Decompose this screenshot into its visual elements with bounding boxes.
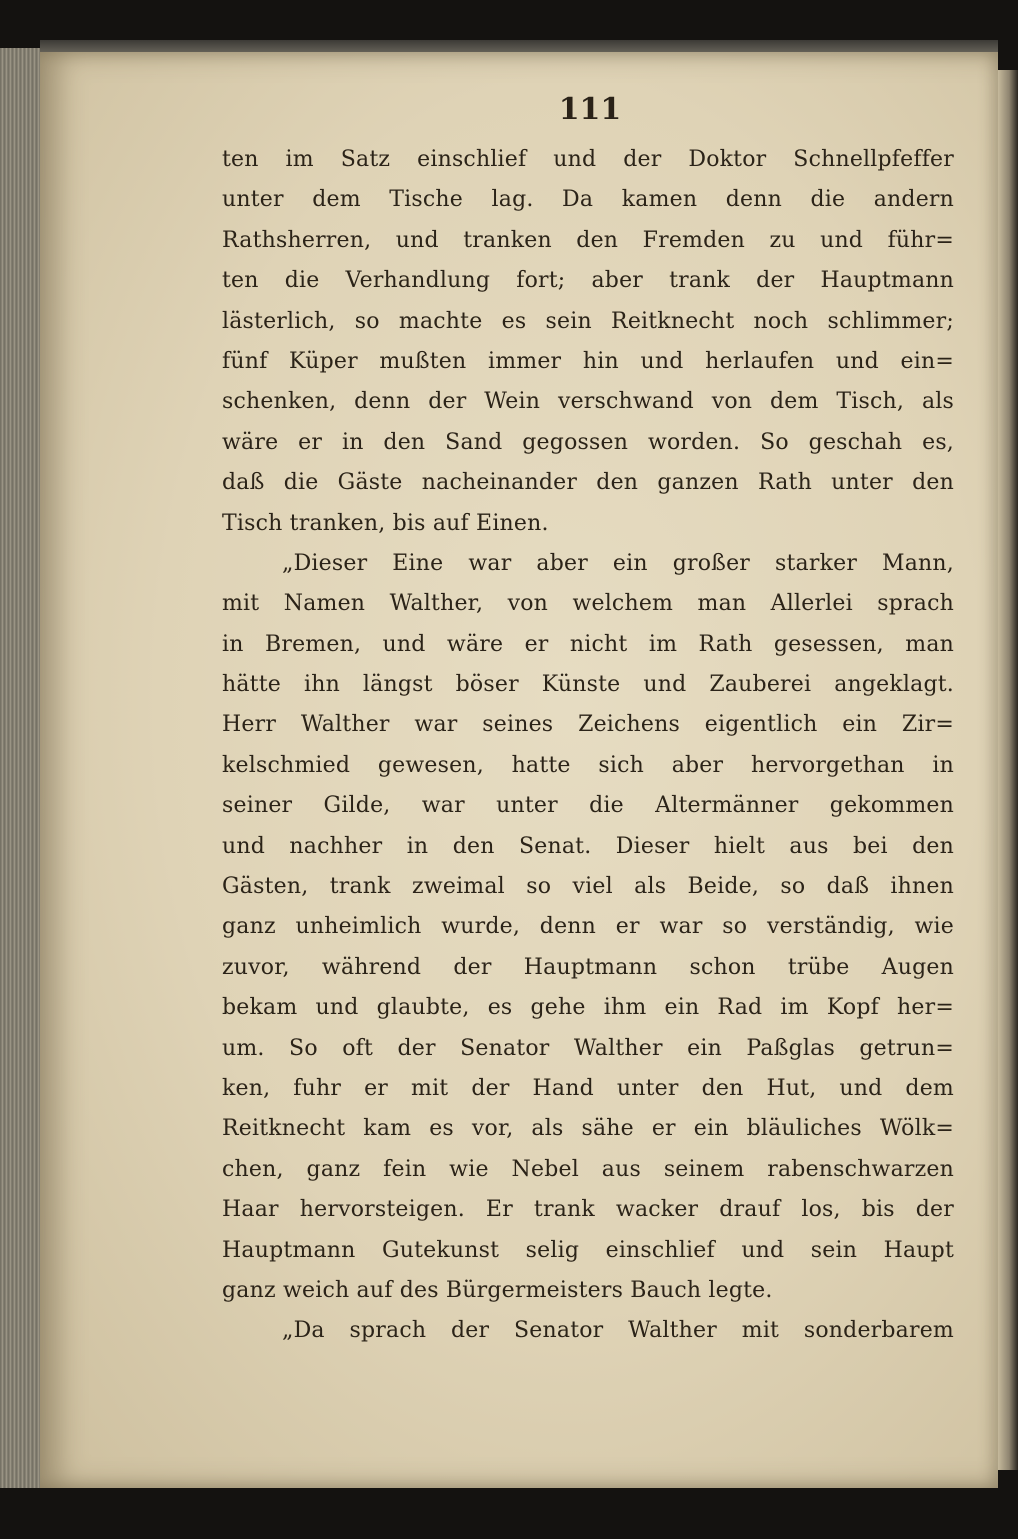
text-line: daß die Gäste nacheinander den ganzen Rath unter den bbox=[222, 470, 954, 496]
text-line: ganz weich auf des Bürgermeisters Bauch legte. bbox=[222, 1277, 773, 1303]
text-line: Haar hervorsteigen. Er trank wacker drauf los, bis der bbox=[222, 1197, 954, 1223]
text-line: Hauptmann Gutekunst selig einschlief und sein Haupt bbox=[222, 1237, 954, 1263]
body-text bbox=[222, 140, 954, 1352]
text-line: „Da sprach der Senator Walther mit sonderbarem bbox=[282, 1318, 954, 1344]
text-line: unter dem Tische lag. Da kamen denn die andern bbox=[222, 187, 954, 213]
text-line: zuvor, während der Hauptmann schon trübe Augen bbox=[222, 954, 954, 980]
text-line: schenken, denn der Wein verschwand von dem Tisch, als bbox=[222, 389, 954, 415]
text-line: Reitknecht kam es vor, als sähe er ein bläuliches Wölk= bbox=[222, 1116, 954, 1142]
book-right-edge bbox=[996, 70, 1018, 1470]
text-line: „Dieser Eine war aber ein großer starker Mann, bbox=[282, 550, 954, 576]
text-line: lästerlich, so machte es sein Reitknecht noch schlimmer; bbox=[222, 308, 954, 334]
text-line: in Bremen, und wäre er nicht im Rath gesessen, man bbox=[222, 631, 954, 657]
text-line: chen, ganz fein wie Nebel aus seinem rabenschwarzen bbox=[222, 1156, 954, 1182]
text-line: mit Namen Walther, von welchem man Allerlei sprach bbox=[222, 591, 954, 617]
text-line: bekam und glaubte, es gehe ihm ein Rad im Kopf her= bbox=[222, 995, 954, 1021]
text-line: ken, fuhr er mit der Hand unter den Hut, und dem bbox=[222, 1075, 954, 1101]
text-line: Gästen, trank zweimal so viel als Beide, so daß ihnen bbox=[222, 874, 954, 900]
text-line: um. So oft der Senator Walther ein Paßglas getrun= bbox=[222, 1035, 954, 1061]
text-line: Herr Walther war seines Zeichens eigentlich ein Zir= bbox=[222, 712, 954, 738]
text-line: ten die Verhandlung fort; aber trank der Hauptmann bbox=[222, 268, 954, 294]
text-line: seiner Gilde, war unter die Altermänner gekommen bbox=[222, 793, 954, 819]
text-line: und nachher in den Senat. Dieser hielt aus bei den bbox=[222, 833, 954, 859]
text-line: ten im Satz einschlief und der Doktor Schnellpfeffer bbox=[222, 147, 954, 172]
text-line: hätte ihn längst böser Künste und Zauberei angeklagt. bbox=[222, 672, 954, 698]
text-line: ganz unheimlich wurde, denn er war so verständig, wie bbox=[222, 914, 954, 940]
text-line: fünf Küper mußten immer hin und herlaufen und ein= bbox=[222, 348, 954, 374]
text-line: Rathsherren, und tranken den Fremden zu und führ= bbox=[222, 227, 954, 253]
text-line: kelschmied gewesen, hatte sich aber hervorgethan in bbox=[222, 752, 954, 778]
book-page-edges bbox=[0, 48, 42, 1488]
text-line: Tisch tranken, bis auf Einen. bbox=[222, 510, 549, 536]
text-line: wäre er in den Sand gegossen worden. So geschah es, bbox=[222, 429, 954, 455]
page-number: 111 bbox=[558, 92, 622, 127]
